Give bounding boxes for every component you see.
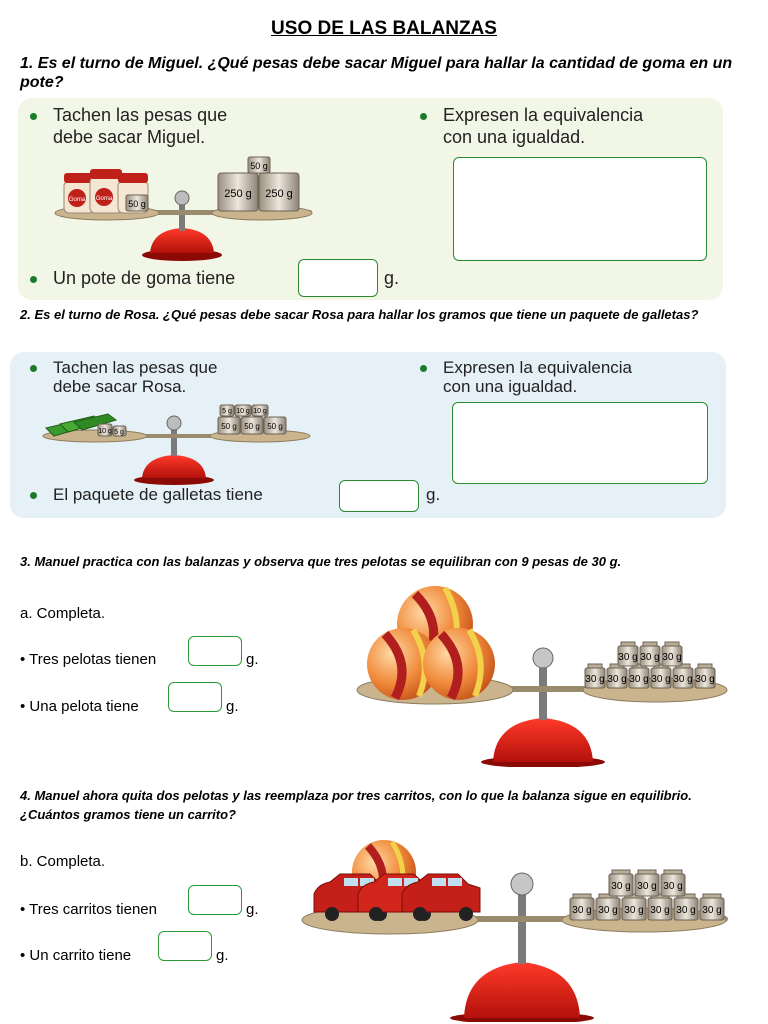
bullet-icon	[30, 365, 37, 372]
q2-balance-illustration	[40, 402, 315, 486]
weight-50g-bottom	[241, 417, 263, 434]
weight-50g-bottom	[218, 417, 240, 434]
weight-30g	[609, 870, 633, 896]
svg-text:50 g: 50 g	[244, 422, 260, 431]
q1-right-instruction: Expresen la equivalencia con una igualdad.	[420, 104, 643, 148]
weight-30g	[700, 894, 724, 920]
q4-line-1: • Tres carritos tienen	[20, 901, 157, 918]
weight-5g-left	[113, 426, 126, 436]
weight-30g	[651, 664, 671, 688]
svg-text:30 g: 30 g	[598, 905, 618, 916]
bullet-icon	[30, 113, 37, 120]
weight-5g-top	[220, 405, 234, 416]
weight-10g-top	[235, 405, 251, 416]
svg-text:30 g: 30 g	[676, 905, 696, 916]
q4-balance-illustration	[300, 838, 732, 1022]
q3-unit-1: g.	[246, 651, 259, 668]
question-1: 1. Es el turno de Miguel. ¿Qué pesas debe sacar Miguel para hallar la cantidad de goma en un pote?	[20, 55, 733, 91]
svg-text:30 g: 30 g	[585, 674, 605, 685]
weight-50g-top	[248, 157, 270, 173]
q2-answer-line: El paquete de galletas tiene	[30, 484, 263, 506]
q3-answer-box-2[interactable]	[168, 682, 222, 712]
svg-text:50 g: 50 g	[128, 199, 146, 209]
svg-text:30 g: 30 g	[702, 905, 722, 916]
svg-text:250 g: 250 g	[265, 188, 293, 200]
ball	[423, 628, 495, 700]
question-3: 3. Manuel practica con las balanzas y observa que tres pelotas se equilibran con 9 pesas de 30 g.	[20, 554, 622, 569]
weight-30g	[673, 664, 693, 688]
svg-text:10 g: 10 g	[253, 408, 267, 415]
svg-text:50 g: 50 g	[250, 161, 268, 171]
weight-30g	[596, 894, 620, 920]
svg-text:30 g: 30 g	[572, 905, 592, 916]
weight-30g	[661, 870, 685, 896]
weight-30g	[607, 664, 627, 688]
glue-jar	[90, 169, 122, 213]
weight-30g	[629, 664, 649, 688]
svg-text:30 g: 30 g	[629, 674, 649, 685]
q3-answer-box-1[interactable]	[188, 636, 242, 666]
svg-text:30 g: 30 g	[618, 652, 638, 663]
svg-text:50 g: 50 g	[267, 422, 283, 431]
svg-text:30 g: 30 g	[650, 905, 670, 916]
weight-30g	[570, 894, 594, 920]
weight-10g-top	[252, 405, 268, 416]
svg-text:Goma: Goma	[95, 196, 113, 202]
q2-left-instruction: Tachen las pesas que debe sacar Rosa.	[30, 358, 217, 396]
q4-unit-2: g.	[216, 947, 229, 964]
q1-answer-line: Un pote de goma tiene	[30, 267, 235, 289]
svg-text:30 g: 30 g	[637, 881, 657, 892]
q3-balance-illustration	[355, 582, 730, 767]
q1-answer-unit: g.	[384, 268, 400, 288]
q2-answer-box[interactable]	[339, 480, 419, 512]
svg-text:30 g: 30 g	[640, 652, 660, 663]
svg-text:50 g: 50 g	[221, 422, 237, 431]
q1-left-instruction: Tachen las pesas que debe sacar Miguel.	[30, 104, 227, 148]
question-4: 4. Manuel ahora quita dos pelotas y las reemplaza por tres carritos, con lo que la balanza sigue en equilibrio. ¿Cuántos gramos tiene un carrito?	[20, 788, 692, 822]
q4-line-2: • Un carrito tiene	[20, 947, 132, 964]
q3-unit-2: g.	[226, 698, 239, 715]
weight-30g	[585, 664, 605, 688]
q2-right-instruction: Expresen la equivalencia con una igualdad.	[420, 358, 632, 396]
q4-unit-1: g.	[246, 901, 259, 918]
weight-30g	[648, 894, 672, 920]
q2-answer-unit: g.	[426, 485, 441, 504]
weight-30g	[695, 664, 715, 688]
question-2: 2. Es el turno de Rosa. ¿Qué pesas debe sacar Rosa para hallar los gramos que tiene un paquete de galletas?	[20, 307, 699, 322]
svg-text:250 g: 250 g	[224, 188, 252, 200]
q1-answer-box[interactable]	[298, 259, 378, 297]
q4-heading: b. Completa.	[20, 853, 106, 870]
page-title: USO DE LAS BALANZAS	[271, 18, 497, 39]
weight-30g	[635, 870, 659, 896]
bullet-icon	[30, 276, 37, 283]
svg-text:10 g: 10 g	[236, 408, 250, 415]
q4-answer-box-1[interactable]	[188, 885, 242, 915]
svg-text:5 g: 5 g	[222, 408, 232, 415]
weight-10g-left	[98, 424, 112, 436]
weight-30g	[662, 642, 682, 666]
q3-line-1: • Tres pelotas tienen	[20, 651, 157, 668]
svg-text:30 g: 30 g	[624, 905, 644, 916]
weight-30g	[674, 894, 698, 920]
bullet-icon	[420, 365, 427, 372]
svg-text:30 g: 30 g	[673, 674, 693, 685]
weight-250g-a	[218, 173, 258, 211]
weight-30g	[622, 894, 646, 920]
svg-text:30 g: 30 g	[695, 674, 715, 685]
q2-equality-box[interactable]	[452, 402, 708, 484]
svg-text:30 g: 30 g	[651, 674, 671, 685]
weight-50g-left	[126, 195, 148, 211]
svg-text:30 g: 30 g	[663, 881, 683, 892]
q4-answer-box-2[interactable]	[158, 931, 212, 961]
weight-30g	[618, 642, 638, 666]
bullet-icon	[420, 113, 427, 120]
bullet-icon	[30, 492, 37, 499]
weight-30g	[640, 642, 660, 666]
q3-line-2: • Una pelota tiene	[20, 698, 139, 715]
weight-250g-b	[259, 173, 299, 211]
q3-heading: a. Completa.	[20, 605, 106, 622]
svg-text:5 g: 5 g	[114, 429, 124, 436]
q1-equality-box[interactable]	[453, 157, 707, 261]
svg-text:10 g: 10 g	[98, 428, 112, 435]
svg-text:30 g: 30 g	[662, 652, 682, 663]
weight-50g-bottom	[264, 417, 286, 434]
q1-balance-illustration	[52, 155, 317, 262]
svg-text:Goma: Goma	[68, 197, 86, 203]
svg-text:30 g: 30 g	[611, 881, 631, 892]
svg-text:30 g: 30 g	[607, 674, 627, 685]
